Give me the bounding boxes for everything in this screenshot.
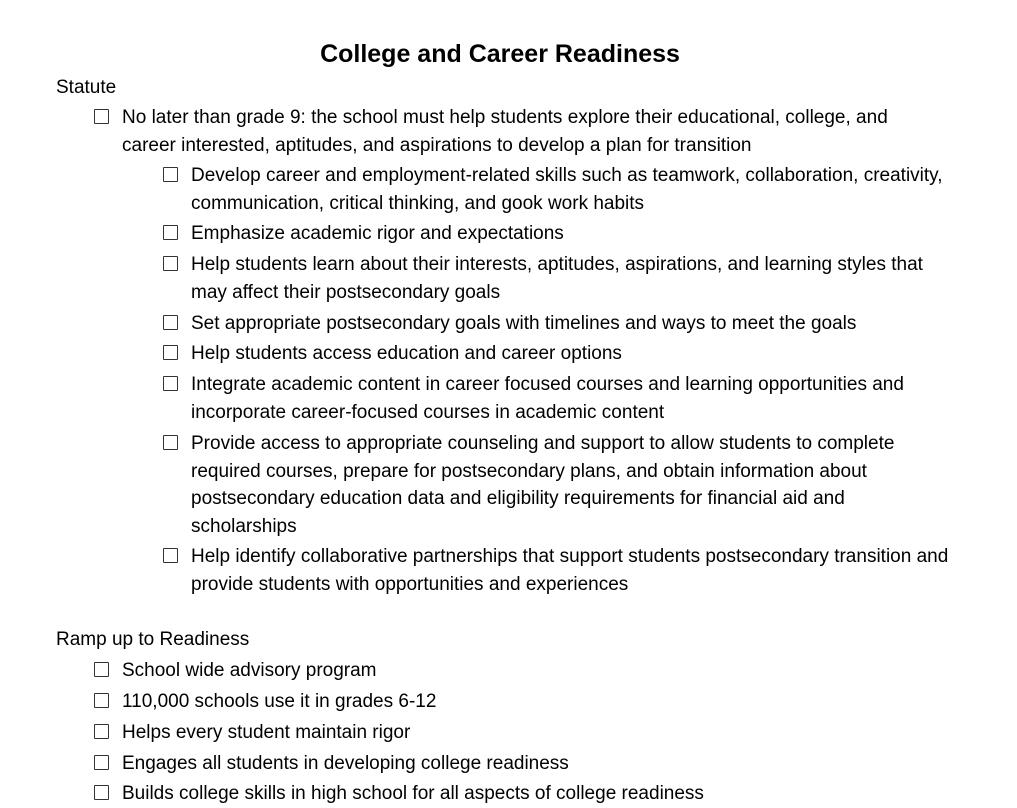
checklist-item-schools-count bbox=[94, 688, 934, 716]
checklist-subitem-goals bbox=[163, 310, 953, 338]
checklist-item-label: Engages all students in developing college readiness bbox=[122, 753, 569, 774]
checklist-subitem-career-skills bbox=[163, 162, 953, 217]
checkbox[interactable] bbox=[163, 256, 178, 271]
checkbox[interactable] bbox=[94, 662, 109, 677]
checklist-item-engages-students bbox=[94, 750, 934, 778]
checklist-subitem-access-options bbox=[163, 340, 953, 368]
checklist-item-label: 110,000 schools use it in grades 6-12 bbox=[122, 691, 437, 712]
checklist-item-label: Develop career and employment-related skills such as teamwork, collaboration, creativity, communication, critical thinking, and gook work habits bbox=[191, 165, 943, 214]
checkbox[interactable] bbox=[163, 376, 178, 391]
checklist-item-label: Set appropriate postsecondary goals with timelines and ways to meet the goals bbox=[191, 313, 857, 334]
checklist-item-maintain-rigor bbox=[94, 719, 934, 747]
checklist-subitem-counseling bbox=[163, 430, 953, 540]
checklist-item-label: Help students access education and career options bbox=[191, 343, 622, 364]
checklist-subitem-academic-rigor bbox=[163, 220, 953, 248]
checklist-item-label: Emphasize academic rigor and expectations bbox=[191, 223, 564, 244]
section-heading-ramp-up: Ramp up to Readiness bbox=[56, 629, 250, 650]
checklist-item-label: Help identify collaborative partnerships that support students postsecondary transition and provide students with opportunities and experiences bbox=[191, 546, 949, 595]
checkbox[interactable] bbox=[94, 785, 109, 800]
checkbox[interactable] bbox=[163, 167, 178, 182]
checkbox[interactable] bbox=[94, 724, 109, 739]
checklist-item-advisory bbox=[94, 657, 934, 685]
document-title: College and Career Readiness bbox=[320, 40, 680, 68]
section-heading-statute: Statute bbox=[56, 77, 117, 98]
checklist-subitem-integrate-content bbox=[163, 371, 953, 426]
checkbox[interactable] bbox=[94, 693, 109, 708]
checklist-item-college-skills bbox=[94, 780, 934, 808]
checkbox[interactable] bbox=[163, 435, 178, 450]
checklist-item-label: Provide access to appropriate counseling and support to allow students to complete required courses, prepare for postsecondary plans, and obtain information about postsecondary education data and eligibility requirements for financial aid and scholarships bbox=[191, 433, 895, 537]
checklist-item-label: Helps every student maintain rigor bbox=[122, 722, 411, 743]
checklist-item-label: No later than grade 9: the school must help students explore their educational, college, and career interested, aptitudes, and aspirations to develop a plan for transition bbox=[122, 107, 888, 156]
checkbox[interactable] bbox=[94, 755, 109, 770]
checkbox[interactable] bbox=[163, 225, 178, 240]
checklist-subitem-partnerships bbox=[163, 543, 953, 598]
checkbox[interactable] bbox=[163, 315, 178, 330]
checklist-item-grade9 bbox=[94, 104, 934, 159]
checklist-item-label: Help students learn about their interests, aptitudes, aspirations, and learning styles that may affect their postsecondary goals bbox=[191, 254, 923, 303]
checkbox[interactable] bbox=[94, 109, 109, 124]
checkbox[interactable] bbox=[163, 548, 178, 563]
checkbox[interactable] bbox=[163, 345, 178, 360]
checklist-item-label: Builds college skills in high school for all aspects of college readiness bbox=[122, 783, 704, 804]
checklist-subitem-interests bbox=[163, 251, 953, 306]
checklist-item-label: School wide advisory program bbox=[122, 660, 377, 681]
checklist-item-label: Integrate academic content in career focused courses and learning opportunities and incorporate career-focused courses in academic content bbox=[191, 374, 904, 423]
